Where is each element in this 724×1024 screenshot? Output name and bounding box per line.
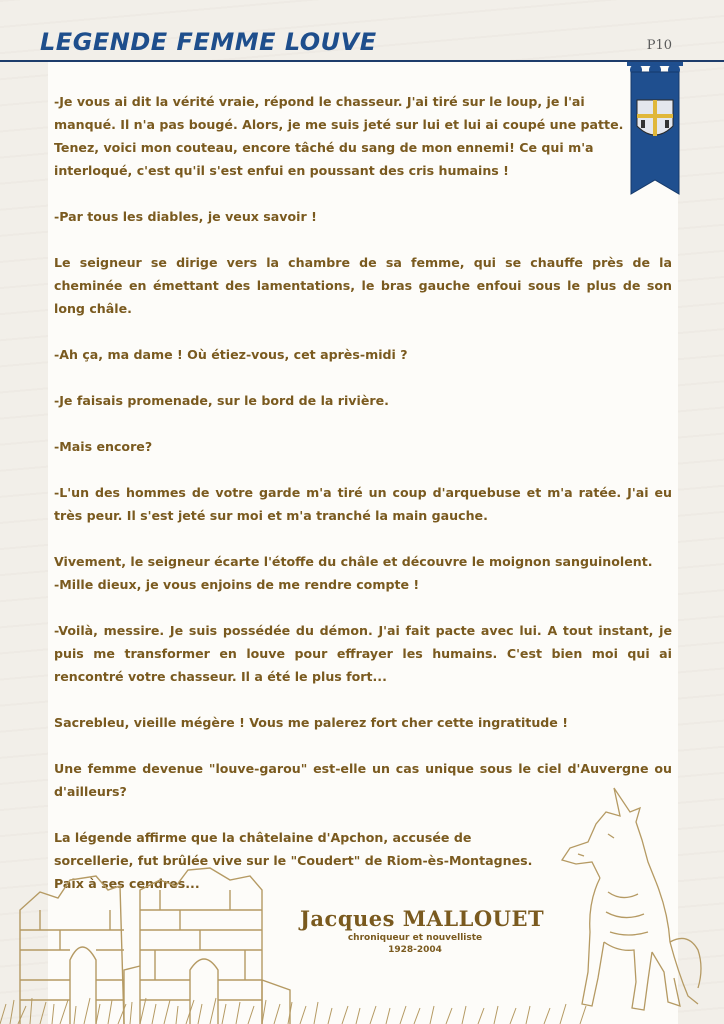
- paragraph: Une femme devenue "louve-garou" est-elle un cas unique sous le ciel d'Auvergne ou d'ailleurs?: [54, 761, 672, 799]
- page-number: P10: [646, 38, 672, 53]
- author-years: 1928-2004: [388, 945, 442, 955]
- author-name: Jacques MALLOUET: [300, 906, 545, 931]
- paragraph: Sacrebleu, vieille mégère ! Vous me palerez fort cher cette ingratitude !: [54, 715, 568, 730]
- page-title: LEGENDE FEMME LOUVE: [40, 28, 377, 56]
- paragraph: -Mille dieux, je vous enjoins de me rendre compte !: [54, 577, 420, 592]
- paragraph: -Je vous ai dit la vérité vraie, répond le chasseur. J'ai tiré sur le loup, je l'ai manqué. Il n'a pas bougé. Alors, je me suis jeté sur lui et lui ai coupé une patte. Tenez, voici mon couteau, encore tâché du sang de mon ennemi! Ce qui m'a interloqué, c'est qu'il s'est enfui en poussant des cris humains !: [54, 94, 624, 178]
- page-header: [0, 0, 724, 64]
- paragraph: Vivement, le seigneur écarte l'étoffe du châle et découvre le moignon sanguinolent.: [54, 554, 653, 569]
- paragraph: -Mais encore?: [54, 439, 153, 454]
- paragraph: -Je faisais promenade, sur le bord de la rivière.: [54, 393, 389, 408]
- wolf-icon: [548, 782, 708, 1018]
- paragraph: La légende affirme que la châtelaine d'Apchon, accusée de sorcellerie, fut brûlée vive sur le "Coudert" de Riom-ès-Montagnes. Paix à ses cendres...: [54, 830, 533, 891]
- paragraph: -Voilà, messire. Je suis possédée du démon. J'ai fait pacte avec lui. A tout instant, je puis me transformer en louve pour effrayer les humains. C'est bien moi qui ai rencontré votre chasseur. Il a été le plus fort...: [54, 623, 672, 684]
- paragraph: -Ah ça, ma dame ! Où étiez-vous, cet après-midi ?: [54, 347, 408, 362]
- paragraph: -L'un des hommes de votre garde m'a tiré un coup d'arquebuse et m'a ratée. J'ai eu très peur. Il s'est jeté sur moi et m'a tranché la main gauche.: [54, 485, 672, 523]
- paragraph: -Par tous les diables, je veux savoir !: [54, 209, 317, 224]
- author-signature: [300, 906, 545, 955]
- paragraph: Le seigneur se dirige vers la chambre de sa femme, qui se chauffe près de la cheminée en émettant des lamentations, le bras gauche enfoui sous le plus de son long châle.: [54, 255, 672, 316]
- author-role: chroniqueur et nouvelliste: [347, 933, 483, 943]
